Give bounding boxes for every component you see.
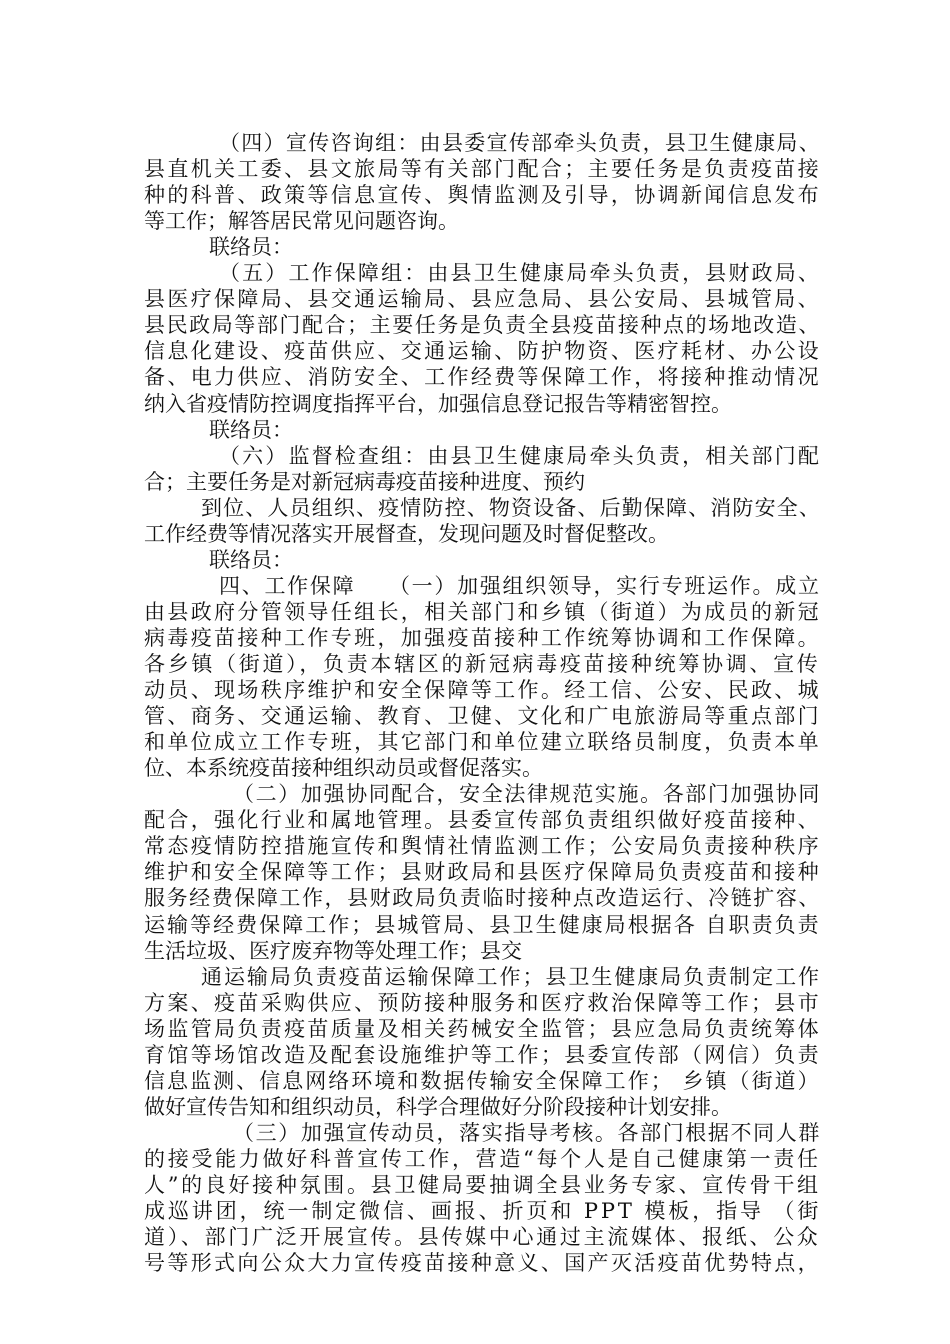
text-line: 备、电力供应、消防安全、工作经费等保障工作，将接种推动情况	[144, 365, 821, 390]
text-line: （三）加强宣传动员，落实指导考核。各部门根据不同人群	[233, 1120, 821, 1145]
text-line: 人”的良好接种氛围。县卫健局要抽调全县业务专家、宣传骨干组	[144, 1173, 821, 1197]
text-line: 通运输局负责疫苗运输保障工作；县卫生健康局负责制定工作	[201, 964, 821, 989]
text-line: 工作经费等情况落实开展督查，发现问题及时督促整改。	[144, 521, 669, 546]
text-line: 运输等经费保障工作；县城管局、县卫生健康局根据各 自职责负责	[144, 912, 821, 937]
text-line: 种的科普、政策等信息宣传、舆情监测及引导，协调新闻信息发布	[144, 183, 821, 208]
text-line: 管、商务、交通运输、教育、卫健、文化和广电旅游局等重点部门	[144, 704, 821, 729]
text-line: 和单位成立工作专班，其它部门和单位建立联络员制度，负责本单	[144, 730, 821, 755]
text-line: 方案、疫苗采购供应、预防接种服务和医疗救治保障等工作；县市	[144, 990, 821, 1015]
text-line: 配合，强化行业和属地管理。县委宣传部负责组织做好疫苗接种、	[144, 808, 821, 833]
text-line: 的接受能力做好科普宣传工作，营造“每个人是自己健康第一责任	[144, 1146, 821, 1171]
text-line: 各乡镇（街道），负责本辖区的新冠病毒疫苗接种统筹协调、宣传	[144, 652, 821, 676]
text-line: 信息监测、信息网络环境和数据传输安全保障工作； 乡镇（街道）	[144, 1068, 821, 1093]
text-line: 县直机关工委、县文旅局等有关部门配合；主要任务是负责疫苗接	[144, 157, 821, 182]
text-line: 到位、人员组织、疫情防控、物资设备、后勤保障、消防安全、	[201, 495, 821, 520]
text-line: 生活垃圾、医疗废弃物等处理工作；县交	[144, 938, 522, 963]
text-line: 位、本系统疫苗接种组织动员或督促落实。	[144, 756, 543, 781]
text-line: 道）、部门广泛开展宣传。县传媒中心通过主流媒体、报纸、公众	[144, 1225, 821, 1250]
text-line: 信息化建设、疫苗供应、交通运输、防护物资、医疗耗材、办公设	[144, 339, 821, 364]
text-line: 由县政府分管领导任组长，相关部门和乡镇（街道）为成员的新冠	[144, 599, 821, 624]
text-line: 县医疗保障局、县交通运输局、县应急局、县公安局、县城管局、	[144, 287, 821, 312]
text-line: 县民政局等部门配合；主要任务是负责全县疫苗接种点的场地改造、	[144, 313, 821, 338]
text-line: 纳入省疫情防控调度指挥平台，加强信息登记报告等精密智控。	[144, 391, 732, 416]
text-line: 号等形式向公众大力宣传疫苗接种意义、国产灭活疫苗优势特点，	[144, 1251, 821, 1276]
text-line: 维护和安全保障等工作；县财政局和县医疗保障局负责疫苗和接种	[144, 860, 821, 885]
text-line: 成巡讲团，统一制定微信、画报、折页和 PPT 模板，指导 （街	[144, 1199, 822, 1224]
text-line: （六）监督检查组：由县卫生健康局牵头负责，相关部门配	[219, 443, 821, 468]
text-line: 联络员：	[209, 547, 293, 572]
text-line: 合；主要任务是对新冠病毒疫苗接种进度、预约	[144, 469, 585, 494]
text-line: （二）加强协同配合，安全法律规范实施。各部门加强协同	[233, 782, 821, 807]
text-line: 常态疫情防控措施宣传和舆情社情监测工作；公安局负责接种秩序	[144, 834, 821, 859]
text-line: 育馆等场馆改造及配套设施维护等工作；县委宣传部（网信）负责	[144, 1042, 821, 1067]
text-line: 做好宣传告知和组织动员，科学合理做好分阶段接种计划安排。	[144, 1094, 732, 1119]
text-line: （四）宣传咨询组：由县委宣传部牵头负责，县卫生健康局、	[219, 131, 821, 155]
text-line: 场监管局负责疫苗质量及相关药械安全监管；县应急局负责统筹体	[144, 1016, 821, 1041]
text-line: 病毒疫苗接种工作专班，加强疫苗接种工作统筹协调和工作保障。	[144, 625, 821, 650]
text-line: 四、工作保障 （一）加强组织领导，实行专班运作。成立	[219, 573, 821, 598]
text-line: 等工作；解答居民常见问题咨询。	[144, 209, 459, 234]
text-line: 动员、现场秩序维护和安全保障等工作。经工信、公安、民政、城	[144, 678, 821, 703]
text-line: 服务经费保障工作，县财政局负责临时接种点改造运行、冷链扩容、	[144, 886, 821, 911]
text-line: 联络员：	[209, 417, 293, 442]
text-line: （五）工作保障组：由县卫生健康局牵头负责，县财政局、	[219, 261, 821, 286]
text-line: 联络员：	[209, 235, 293, 260]
